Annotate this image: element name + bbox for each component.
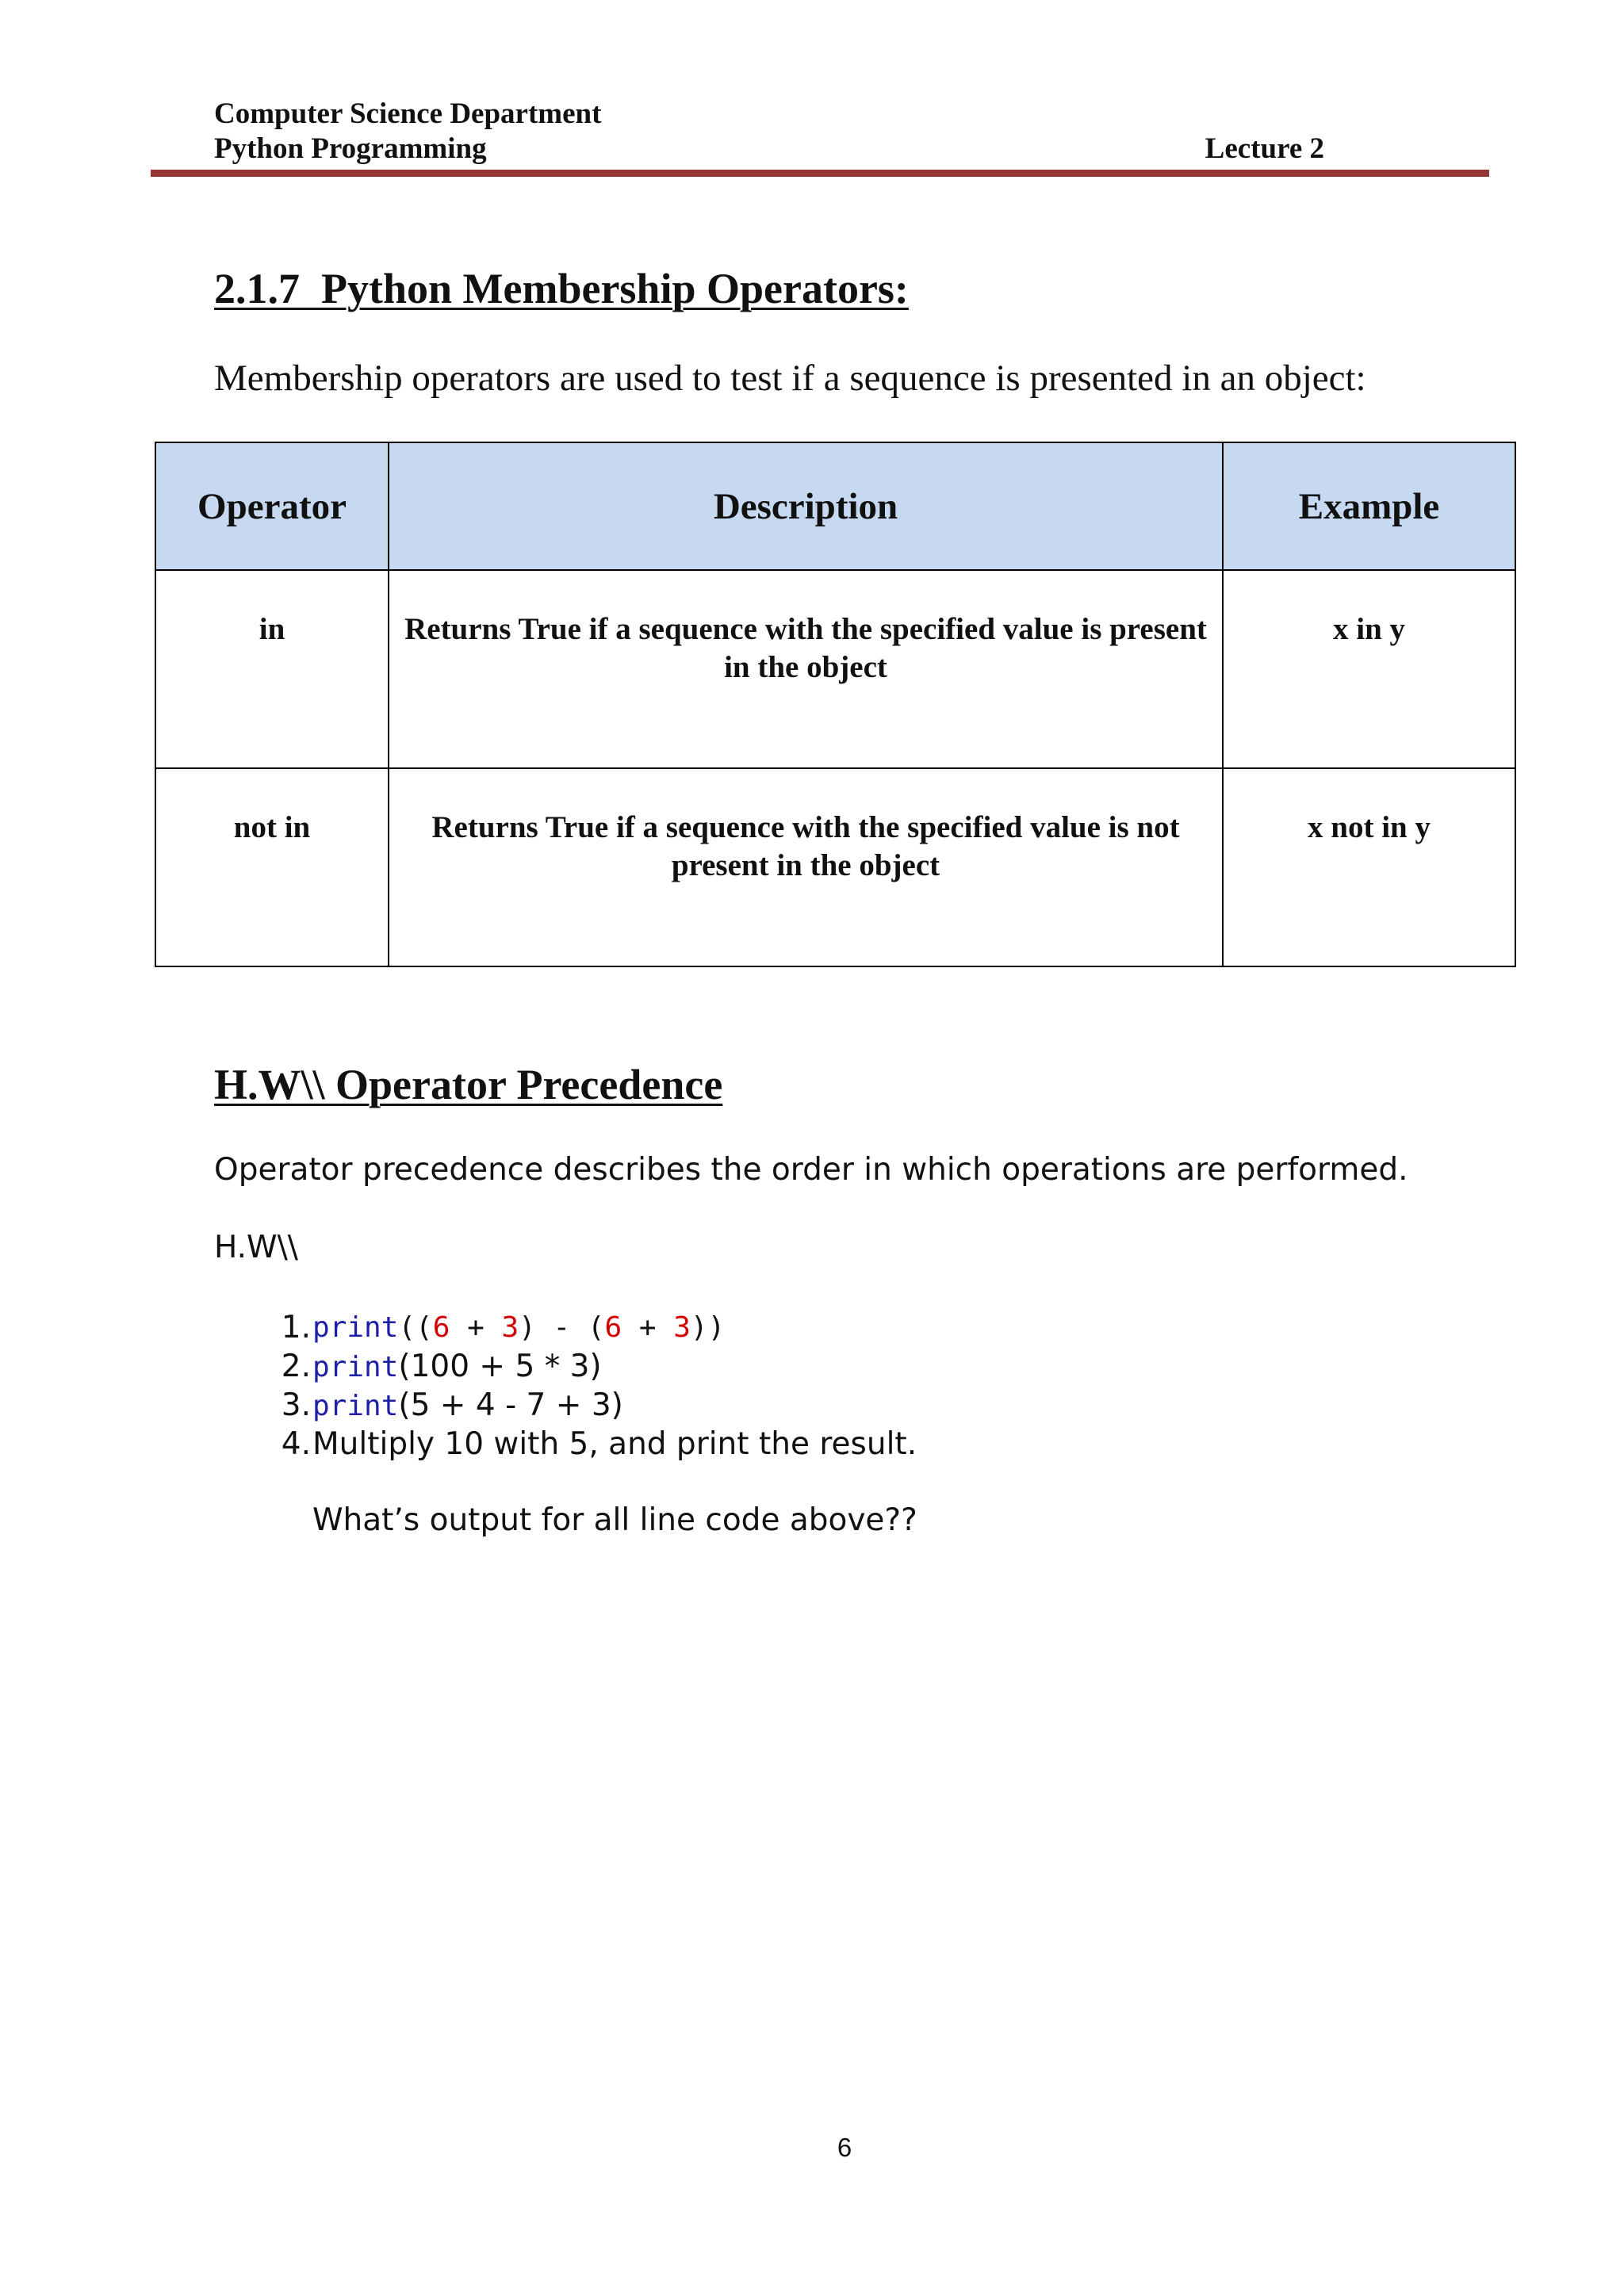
item-number: 2.	[281, 1349, 311, 1384]
table-header-row	[155, 442, 1515, 570]
print-keyword: print	[312, 1311, 399, 1344]
item-text: Multiply 10 with 5, and print the result.	[312, 1426, 917, 1462]
code-args: (100 + 5 * 3)	[398, 1349, 602, 1384]
code-line	[312, 1308, 725, 1347]
cell-example: x not in y	[1223, 768, 1515, 966]
code-line	[312, 1347, 602, 1386]
code-number: 6	[432, 1311, 450, 1344]
column-header-operator: Operator	[155, 442, 389, 570]
header-department: Computer Science Department	[214, 98, 602, 130]
code-token: ((	[398, 1311, 433, 1344]
cell-description: Returns True if a sequence with the specified value is present in the object	[389, 570, 1223, 768]
cell-operator: in	[155, 570, 389, 768]
homework-question: What’s output for all line code above??	[312, 1502, 917, 1538]
code-token: +	[622, 1311, 674, 1344]
column-header-description: Description	[389, 442, 1223, 570]
code-token: ) - (	[519, 1311, 605, 1344]
code-token: +	[450, 1311, 502, 1344]
list-item	[214, 1425, 917, 1464]
cell-description: Returns True if a sequence with the specified value is not present in the object	[389, 768, 1223, 966]
page-number: 6	[837, 2133, 852, 2162]
table-row	[155, 768, 1515, 966]
code-number: 6	[604, 1311, 622, 1344]
section-title: 2.1.7 Python Membership Operators:	[214, 265, 909, 312]
code-line	[312, 1386, 623, 1425]
list-item	[214, 1308, 917, 1347]
homework-title: H.W\\ Operator Precedence	[214, 1061, 723, 1108]
print-keyword: print	[312, 1390, 399, 1422]
header-rule	[151, 170, 1489, 177]
cell-operator: not in	[155, 768, 389, 966]
item-number: 3.	[281, 1387, 311, 1423]
homework-label: H.W\\	[214, 1230, 298, 1265]
item-number: 1.	[281, 1310, 311, 1345]
list-item	[214, 1386, 917, 1425]
section-intro: Membership operators are used to test if a sequence is presented in an object:	[214, 358, 1366, 399]
membership-operators-table	[155, 442, 1516, 967]
column-header-example: Example	[1223, 442, 1515, 570]
homework-paragraph: Operator precedence describes the order in which operations are performed.	[214, 1152, 1408, 1188]
homework-list	[214, 1308, 917, 1464]
print-keyword: print	[312, 1351, 399, 1383]
header-lecture: Lecture 2	[1205, 132, 1324, 165]
code-args: (5 + 4 - 7 + 3)	[398, 1387, 623, 1423]
code-token: ))	[690, 1311, 726, 1344]
code-number: 3	[501, 1311, 519, 1344]
header-course: Python Programming	[214, 132, 487, 165]
cell-example: x in y	[1223, 570, 1515, 768]
table-row	[155, 570, 1515, 768]
page-header	[214, 97, 1324, 166]
code-number: 3	[673, 1311, 691, 1344]
item-number: 4.	[281, 1426, 311, 1462]
list-item	[214, 1347, 917, 1386]
